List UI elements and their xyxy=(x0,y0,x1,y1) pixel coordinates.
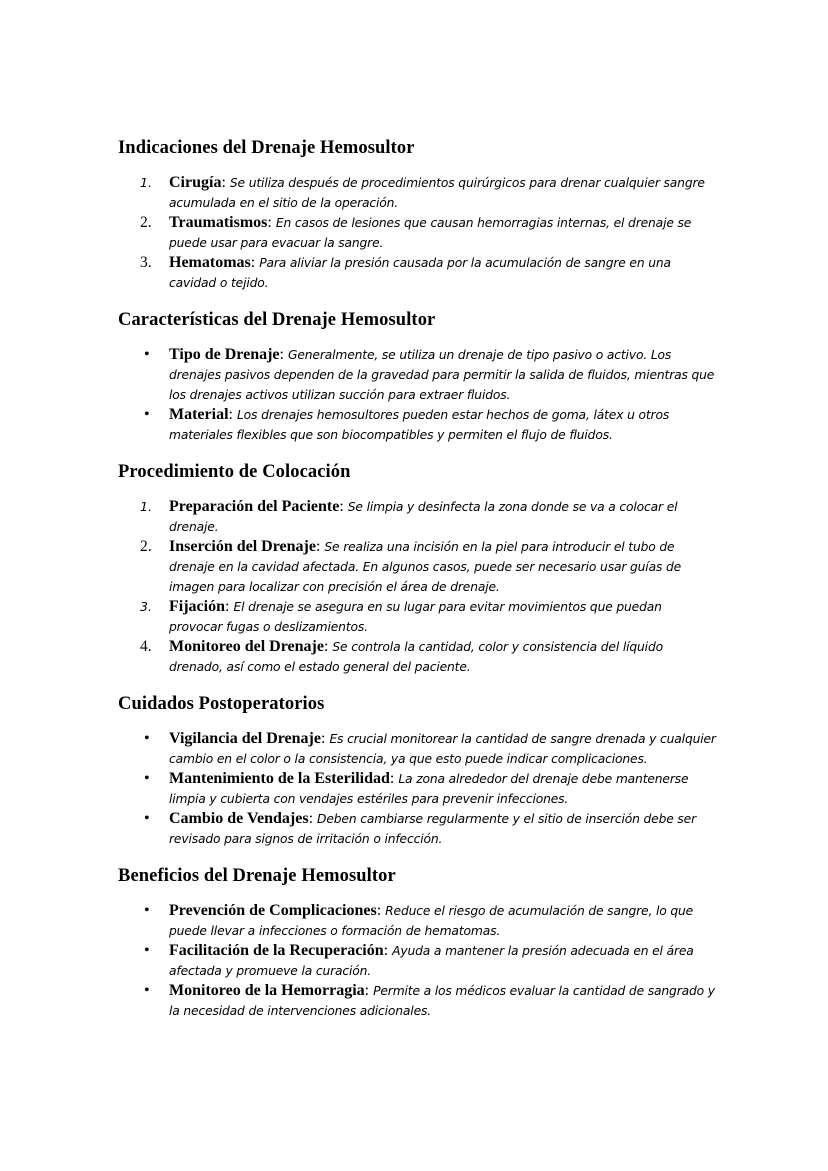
bullet-list xyxy=(118,729,718,849)
bullet-list xyxy=(118,345,718,445)
item-colon: : xyxy=(267,214,272,231)
item-description: Deben cambiarse regularmente y el sitio de inserción debe ser revisado para signos de irritación o infección. xyxy=(169,812,696,846)
item-term: Facilitación de la Recuperación xyxy=(169,942,384,959)
item-description: Se limpia y desinfecta la zona donde se va a colocar el drenaje. xyxy=(169,500,678,534)
item-description: Reduce el riesgo de acumulación de sangre, lo que puede llevar a infecciones o formación de hematomas. xyxy=(169,904,694,938)
item-description: Los drenajes hemosultores pueden estar hechos de goma, látex u otros materiales flexibles que son biocompatibles y permiten el flujo de fluidos. xyxy=(169,408,670,442)
item-colon: : xyxy=(323,638,329,655)
item-colon: : xyxy=(279,346,284,363)
list-item xyxy=(118,213,718,253)
item-description: Ayuda a mantener la presión adecuada en el área afectada y promueve la curación. xyxy=(169,944,694,978)
section-cuidados xyxy=(118,692,718,849)
item-description: Es crucial monitorear la cantidad de sangre drenada y cualquier cambio en el color o la consistencia, ya que esto puede indicar complicaciones. xyxy=(169,732,716,766)
item-term: Cirugía xyxy=(169,174,222,191)
item-colon: : xyxy=(376,902,382,919)
section-heading: Cuidados Postoperatorios xyxy=(118,694,325,714)
bullet-marker: • xyxy=(144,346,150,363)
list-item xyxy=(118,497,718,537)
list-item xyxy=(118,981,718,1021)
item-colon: : xyxy=(225,598,230,615)
item-description: Se utiliza después de procedimientos quirúrgicos para drenar cualquier sangre acumulada en el sitio de la operación. xyxy=(169,176,705,210)
list-number: 1. xyxy=(140,175,152,190)
list-item xyxy=(118,941,718,981)
section-gap xyxy=(118,293,718,308)
item-description: Para aliviar la presión causada por la acumulación de sangre en una cavidad o tejido. xyxy=(169,256,671,290)
section-heading: Características del Drenaje Hemosultor xyxy=(118,310,436,330)
section-gap xyxy=(118,849,718,864)
list-item xyxy=(118,597,718,637)
item-term: Traumatismos xyxy=(169,214,268,231)
item-term: Hematomas xyxy=(169,254,251,271)
list-item xyxy=(118,809,718,849)
item-term: Mantenimiento de la Esterilidad xyxy=(169,770,390,787)
list-item xyxy=(118,253,718,293)
list-item xyxy=(118,345,718,405)
list-item xyxy=(118,901,718,941)
list-item xyxy=(118,173,718,213)
item-term: Vigilancia del Drenaje xyxy=(169,730,321,747)
item-colon: : xyxy=(339,498,344,515)
section-heading: Beneficios del Drenaje Hemosultor xyxy=(118,866,396,886)
bullet-marker: • xyxy=(144,942,150,959)
ordered-list xyxy=(118,173,718,293)
bullet-list xyxy=(118,901,718,1021)
item-term: Monitoreo del Drenaje xyxy=(169,638,324,655)
item-term: Tipo de Drenaje xyxy=(169,346,280,363)
bullet-marker: • xyxy=(144,730,150,747)
item-description: Se controla la cantidad, color y consistencia del líquido drenado, así como el estado general del paciente. xyxy=(169,640,663,674)
item-description: Permite a los médicos evaluar la cantidad de sangrado y la necesidad de intervenciones adicionales. xyxy=(169,984,715,1018)
list-number: 2. xyxy=(140,538,152,555)
item-description: El drenaje se asegura en su lugar para evitar movimientos que puedan provocar fugas o deslizamientos. xyxy=(169,600,662,634)
list-item xyxy=(118,769,718,809)
item-colon: : xyxy=(315,538,321,555)
document-page xyxy=(118,136,718,1021)
item-description: Generalmente, se utiliza un drenaje de tipo pasivo o activo. Los drenajes pasivos dependen de la gravedad para permitir la salida de fluidos, mientras que los drenajes activos utilizan succión para extraer fluidos. xyxy=(169,348,715,402)
item-term: Material xyxy=(169,406,229,423)
list-item xyxy=(118,405,718,445)
section-beneficios xyxy=(118,864,718,1021)
list-number: 3. xyxy=(140,599,152,614)
item-colon: : xyxy=(383,942,389,959)
item-term: Cambio de Vendajes xyxy=(169,810,309,827)
item-colon: : xyxy=(364,982,370,999)
section-caracteristicas xyxy=(118,308,718,445)
item-colon: : xyxy=(221,174,226,191)
item-description: Se realiza una incisión en la piel para introducir el tubo de drenaje en la cavidad afectada. En algunos casos, puede ser necesario usar guías de imagen para localizar con precisión el área de drenaje. xyxy=(169,540,682,594)
section-procedimiento xyxy=(118,460,718,677)
list-number: 1. xyxy=(140,499,152,514)
section-gap xyxy=(118,445,718,460)
section-gap xyxy=(118,677,718,692)
bullet-marker: • xyxy=(144,770,150,787)
item-colon: : xyxy=(228,406,233,423)
list-number: 4. xyxy=(140,638,152,655)
item-description: En casos de lesiones que causan hemorragias internas, el drenaje se puede usar para evacuar la sangre. xyxy=(169,216,692,250)
section-heading: Procedimiento de Colocación xyxy=(118,462,351,482)
ordered-list xyxy=(118,497,718,677)
list-number: 3. xyxy=(140,254,152,271)
list-item xyxy=(118,637,718,677)
bullet-marker: • xyxy=(144,810,150,827)
item-colon: : xyxy=(308,810,314,827)
bullet-marker: • xyxy=(144,902,150,919)
bullet-marker: • xyxy=(144,406,150,423)
list-item xyxy=(118,729,718,769)
item-description: La zona alrededor del drenaje debe mantenerse limpia y cubierta con vendajes estériles para prevenir infecciones. xyxy=(169,772,689,806)
section-heading: Indicaciones del Drenaje Hemosultor xyxy=(118,138,415,158)
item-colon: : xyxy=(250,254,256,271)
item-colon: : xyxy=(389,770,395,787)
item-term: Monitoreo de la Hemorragia xyxy=(169,982,365,999)
item-term: Preparación del Paciente xyxy=(169,498,340,515)
list-number: 2. xyxy=(140,214,152,231)
item-term: Inserción del Drenaje xyxy=(169,538,316,555)
item-term: Fijación xyxy=(169,598,225,615)
item-term: Prevención de Complicaciones xyxy=(169,902,377,919)
section-indicaciones xyxy=(118,136,718,293)
item-colon: : xyxy=(320,730,326,747)
list-item xyxy=(118,537,718,597)
bullet-marker: • xyxy=(144,982,150,999)
